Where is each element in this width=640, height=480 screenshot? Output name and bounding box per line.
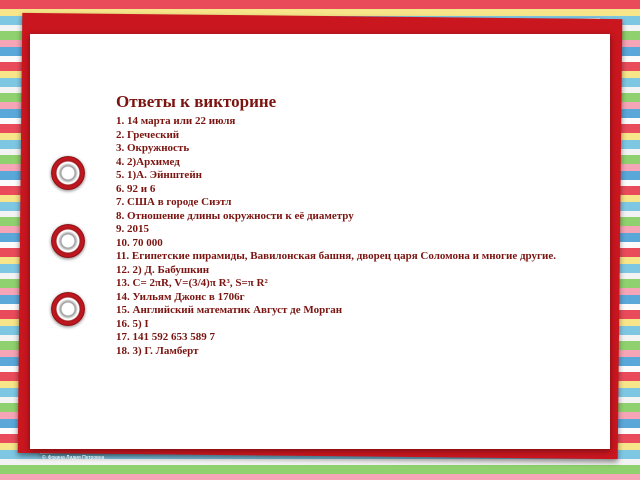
- slide-title: Ответы к викторине: [116, 92, 277, 111]
- answer-item: 6. 92 и 6: [116, 182, 156, 195]
- footer-credit: [42, 455, 104, 461]
- answer-item: 1. 14 марта или 22 июля: [116, 115, 236, 127]
- answer-item: 15. Английский математик Август де Морган: [116, 304, 343, 316]
- answer-item: 10. 70 000: [116, 236, 163, 249]
- answer-item: 4. 2)Архимед: [116, 155, 180, 168]
- answer-item: 3. Окружность: [116, 142, 190, 154]
- answer-item: 14. Уильям Джонс в 1706г: [116, 290, 245, 303]
- answer-item: 13. С= 2πR, V=(3/4)π R³, S=π R²: [116, 277, 268, 289]
- answer-item: 7. США в городе Сиэтл: [116, 196, 232, 208]
- answer-item: 5. 1)А. Эйнштейн: [116, 169, 202, 181]
- answers-list: [116, 115, 586, 358]
- answer-item: 2. Греческий: [116, 128, 180, 141]
- copyright-icon: ©: [42, 455, 46, 461]
- binder-ring-icon: [51, 156, 85, 190]
- footer-author: Фокина Лидия Петровна: [47, 455, 105, 461]
- answer-item: 11. Египетские пирамиды, Вавилонская башня, дворец царя Соломона и многие другие.: [116, 250, 556, 262]
- binder-ring-icon: [51, 224, 85, 258]
- answer-item: 9. 2015: [116, 223, 149, 235]
- answer-item: 17. 141 592 653 589 7: [116, 331, 215, 343]
- answer-item: 12. 2) Д. Бабушкин: [116, 263, 210, 276]
- binder-ring-icon: [51, 292, 85, 326]
- answer-item: 8. Отношение длины окружности к её диаметру: [116, 209, 354, 222]
- answer-item: 16. 5) I: [116, 317, 149, 330]
- answers-content: [116, 91, 586, 358]
- answer-item: 18. 3) Г. Ламберт: [116, 344, 199, 357]
